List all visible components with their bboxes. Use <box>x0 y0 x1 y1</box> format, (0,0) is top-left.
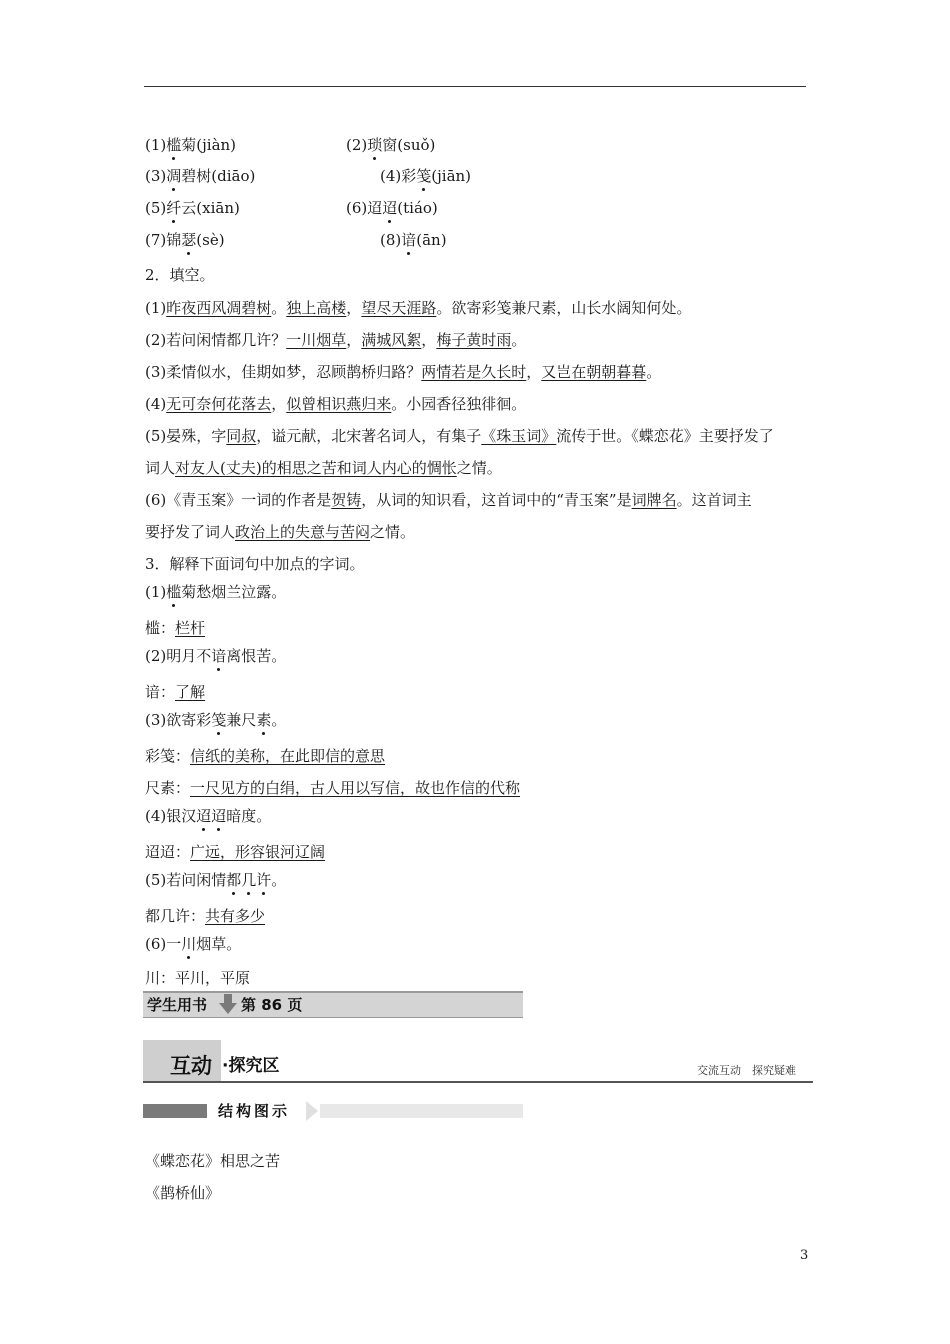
page-number: 3 <box>800 1248 809 1263</box>
section-subtitle: 交流互动 探究疑难 <box>697 1064 796 1077</box>
student-book-page: 第 86 页 <box>241 996 303 1014</box>
q2-line-7: (6)《青玉案》一词的作者是贺铸，从词的知识看，这首词中的“青玉案”是词牌名。这首词主 <box>145 491 752 509</box>
down-arrow-icon <box>219 993 237 1015</box>
q2-line-4: (4)无可奈何花落去，似曾相识燕归来。小园香径独徘徊。 <box>145 395 527 413</box>
q2-line-2: (2)若问闲情都几许？一川烟草，满城风絮，梅子黄时雨。 <box>145 331 527 349</box>
structure-title: 结构图示 <box>218 1102 291 1120</box>
q3-sentence-2: (2)明月不谙离恨苦。 <box>145 647 287 665</box>
structure-item-2: 《鹊桥仙》 <box>145 1184 221 1202</box>
q3-answer-2: 谙：了解 <box>145 683 206 701</box>
pinyin-item-4: (4)彩笺(jiān) <box>380 167 472 185</box>
section-rule <box>143 1081 813 1083</box>
q3-heading: 3．解释下面词句中加点的字词。 <box>145 555 365 573</box>
structure-bar-dark <box>143 1104 207 1118</box>
student-book-label: 学生用书 <box>147 996 208 1014</box>
q2-line-5: (5)晏殊，字同叔，谥元献，北宋著名词人，有集子《珠玉词》流传于世。《蝶恋花》主要抒发了 <box>145 427 774 445</box>
q2-heading: 2．填空。 <box>145 266 215 284</box>
q3-sentence-5: (5)若问闲情都几许。 <box>145 871 287 889</box>
q3-answer-5: 都几许：共有多少 <box>145 907 266 925</box>
student-book-bar <box>143 991 523 1018</box>
pinyin-item-2: (2)琐窗(suǒ) <box>346 136 436 154</box>
q3-sentence-3: (3)欲寄彩笺兼尺素。 <box>145 711 287 729</box>
pinyin-item-7: (7)锦瑟(sè) <box>145 231 225 249</box>
pinyin-item-8: (8)谙(ān) <box>380 231 447 249</box>
q2-line-6: 词人对友人(丈夫)的相思之苦和词人内心的惆怅之情。 <box>145 459 502 477</box>
q3-answer-3a: 彩笺：信纸的美称，在此即信的意思 <box>145 747 386 765</box>
q3-sentence-4: (4)银汉迢迢暗度。 <box>145 807 272 825</box>
pinyin-item-5: (5)纤云(xiān) <box>145 199 240 217</box>
q3-answer-4: 迢迢：广远，形容银河辽阔 <box>145 843 326 861</box>
structure-item-1: 《蝶恋花》相思之苦 <box>145 1152 281 1170</box>
q2-line-8: 要抒发了词人政治上的失意与苦闷之情。 <box>145 523 416 541</box>
section-title-sub: ·探究区 <box>222 1056 280 1076</box>
pinyin-item-1: (1)槛菊(jiàn) <box>145 136 237 154</box>
section-title-main: 互动 <box>170 1054 212 1078</box>
q2-line-3: (3)柔情似水，佳期如梦，忍顾鹊桥归路？两情若是久长时，又岂在朝朝暮暮。 <box>145 363 662 381</box>
pinyin-item-3: (3)凋碧树(diāo) <box>145 167 256 185</box>
q3-answer-6: 川：平川，平原 <box>145 969 251 987</box>
q3-sentence-1: (1)槛菊愁烟兰泣露。 <box>145 583 287 601</box>
pinyin-item-6: (6)迢迢(tiáo) <box>346 199 438 217</box>
q3-answer-3b: 尺素：一尺见方的白绢，古人用以写信，故也作信的代称 <box>145 779 521 797</box>
structure-bar-light <box>320 1104 523 1118</box>
q2-line-1: (1)昨夜西风凋碧树。独上高楼，望尽天涯路。欲寄彩笺兼尺素，山长水阔知何处。 <box>145 299 692 317</box>
header-rule <box>144 86 806 87</box>
q3-answer-1: 槛：栏杆 <box>145 619 206 637</box>
q3-sentence-6: (6)一川烟草。 <box>145 935 242 953</box>
chevron-right-icon <box>306 1101 318 1121</box>
